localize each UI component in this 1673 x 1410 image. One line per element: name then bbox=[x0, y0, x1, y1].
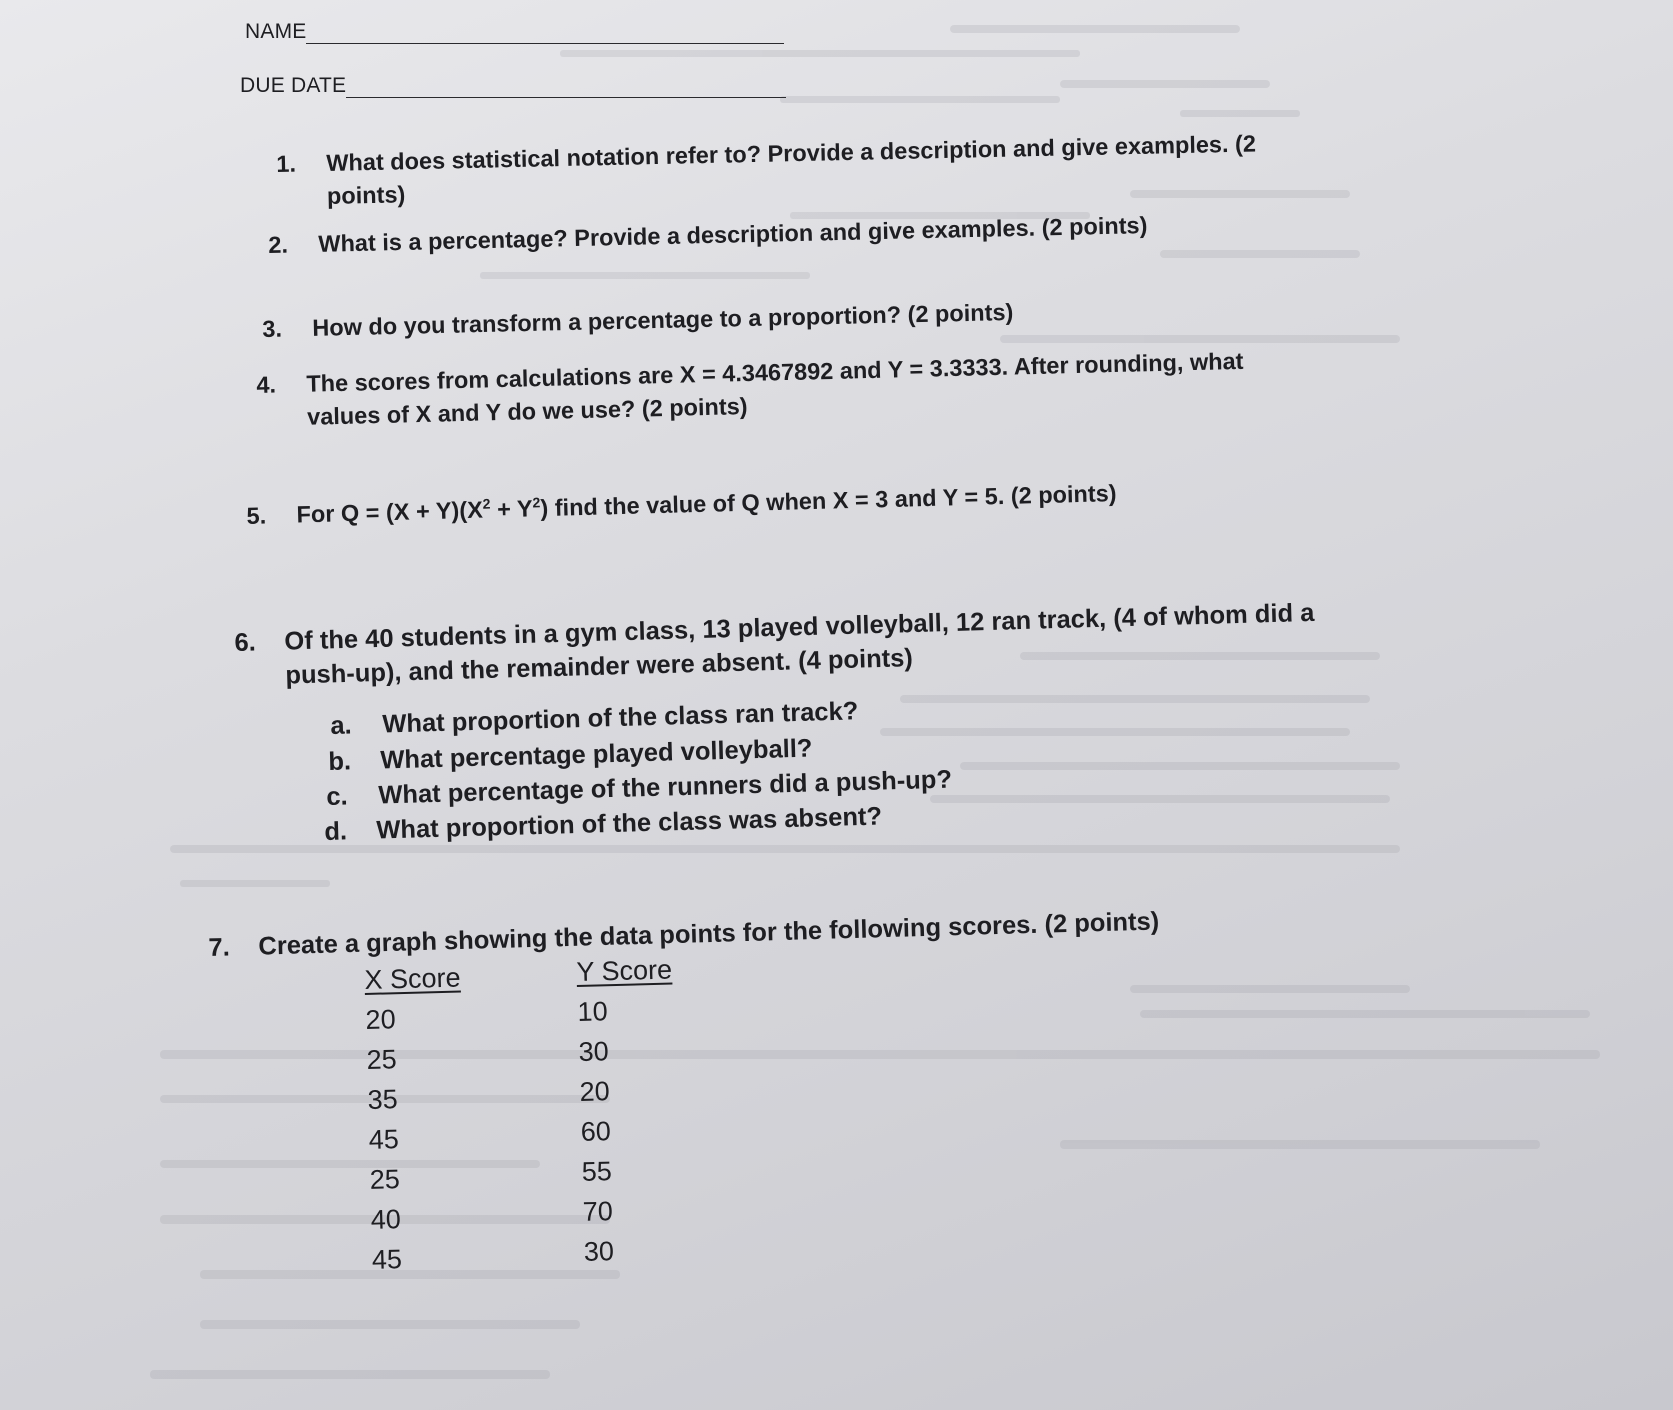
y-score-column bbox=[576, 949, 680, 1271]
question-7 bbox=[208, 904, 1160, 965]
question-text: How do you transform a percentage to a proportion? (2 points) bbox=[312, 298, 1014, 341]
question-text-b: + Y bbox=[490, 495, 533, 523]
question-number: 4. bbox=[256, 371, 277, 398]
sub-question-text: What proportion of the class was absent? bbox=[375, 802, 883, 845]
sub-question-letter: c. bbox=[326, 782, 349, 811]
exponent-2: 2 bbox=[482, 495, 491, 512]
y-score-value: 30 bbox=[578, 1036, 610, 1067]
x-score-column bbox=[364, 957, 468, 1279]
y-score-value: 10 bbox=[577, 996, 608, 1027]
x-score-value: 25 bbox=[369, 1164, 401, 1195]
question-text-c: ) find the value of Q when X = 3 and Y = 5. (2 points) bbox=[540, 480, 1117, 522]
question-text-cont: values of X and Y do we use? (2 points) bbox=[306, 393, 748, 430]
question-number: 2. bbox=[268, 231, 289, 258]
question-1 bbox=[276, 127, 1257, 214]
question-text-cont: points) bbox=[326, 181, 406, 209]
y-score-value: 20 bbox=[579, 1076, 611, 1107]
x-score-header: X Score bbox=[364, 962, 461, 995]
y-score-value: 60 bbox=[580, 1116, 612, 1147]
x-score-value: 40 bbox=[370, 1204, 402, 1235]
sub-question-text: What proportion of the class ran track? bbox=[381, 697, 859, 739]
question-2 bbox=[268, 209, 1148, 262]
question-4 bbox=[256, 345, 1245, 435]
question-text: Of the 40 students in a gym class, 13 played volleyball, 12 ran track, (4 of whom did a bbox=[284, 598, 1315, 656]
y-score-value: 30 bbox=[583, 1236, 615, 1267]
sub-question-letter: b. bbox=[328, 747, 352, 776]
question-3 bbox=[262, 296, 1014, 346]
question-number: 5. bbox=[246, 502, 267, 529]
y-score-value: 70 bbox=[582, 1196, 614, 1227]
x-score-value: 25 bbox=[366, 1044, 398, 1075]
due-date-field bbox=[240, 74, 786, 98]
due-date-label: DUE DATE bbox=[240, 74, 347, 97]
sub-question-text: What percentage played volleyball? bbox=[379, 734, 813, 775]
question-text-cont: push-up), and the remainder were absent. (4 points) bbox=[285, 644, 914, 690]
name-field bbox=[245, 20, 784, 44]
question-5 bbox=[246, 471, 1117, 533]
x-score-value: 45 bbox=[368, 1124, 400, 1155]
question-text: The scores from calculations are X = 4.3467892 and Y = 3.3333. After rounding, what bbox=[306, 347, 1244, 397]
question-number: 3. bbox=[262, 315, 283, 342]
x-score-value: 20 bbox=[365, 1004, 396, 1035]
question-number: 6. bbox=[234, 628, 257, 657]
question-text-a: For Q = (X + Y)(X bbox=[296, 496, 484, 528]
y-score-value: 55 bbox=[581, 1156, 613, 1187]
name-input-line[interactable] bbox=[306, 27, 784, 44]
name-label: NAME bbox=[245, 20, 307, 43]
question-number: 1. bbox=[276, 150, 297, 177]
y-score-header: Y Score bbox=[576, 954, 673, 987]
x-score-value: 45 bbox=[371, 1244, 403, 1275]
sub-question-letter: d. bbox=[324, 817, 348, 846]
x-score-value: 35 bbox=[367, 1084, 399, 1115]
sub-question-letter: a. bbox=[330, 711, 353, 740]
question-number: 7. bbox=[208, 933, 231, 962]
exponent-2: 2 bbox=[532, 494, 541, 511]
question-text: What is a percentage? Provide a description and give examples. (2 points) bbox=[318, 212, 1148, 257]
question-text: Create a graph showing the data points for the following scores. (2 points) bbox=[258, 907, 1160, 961]
question-text: What does statistical notation refer to? Provide a description and give examples. (2 bbox=[326, 130, 1257, 176]
due-date-input-line[interactable] bbox=[346, 81, 786, 98]
sub-question-text: What percentage of the runners did a push-up? bbox=[377, 765, 953, 810]
question-6 bbox=[234, 596, 1316, 694]
